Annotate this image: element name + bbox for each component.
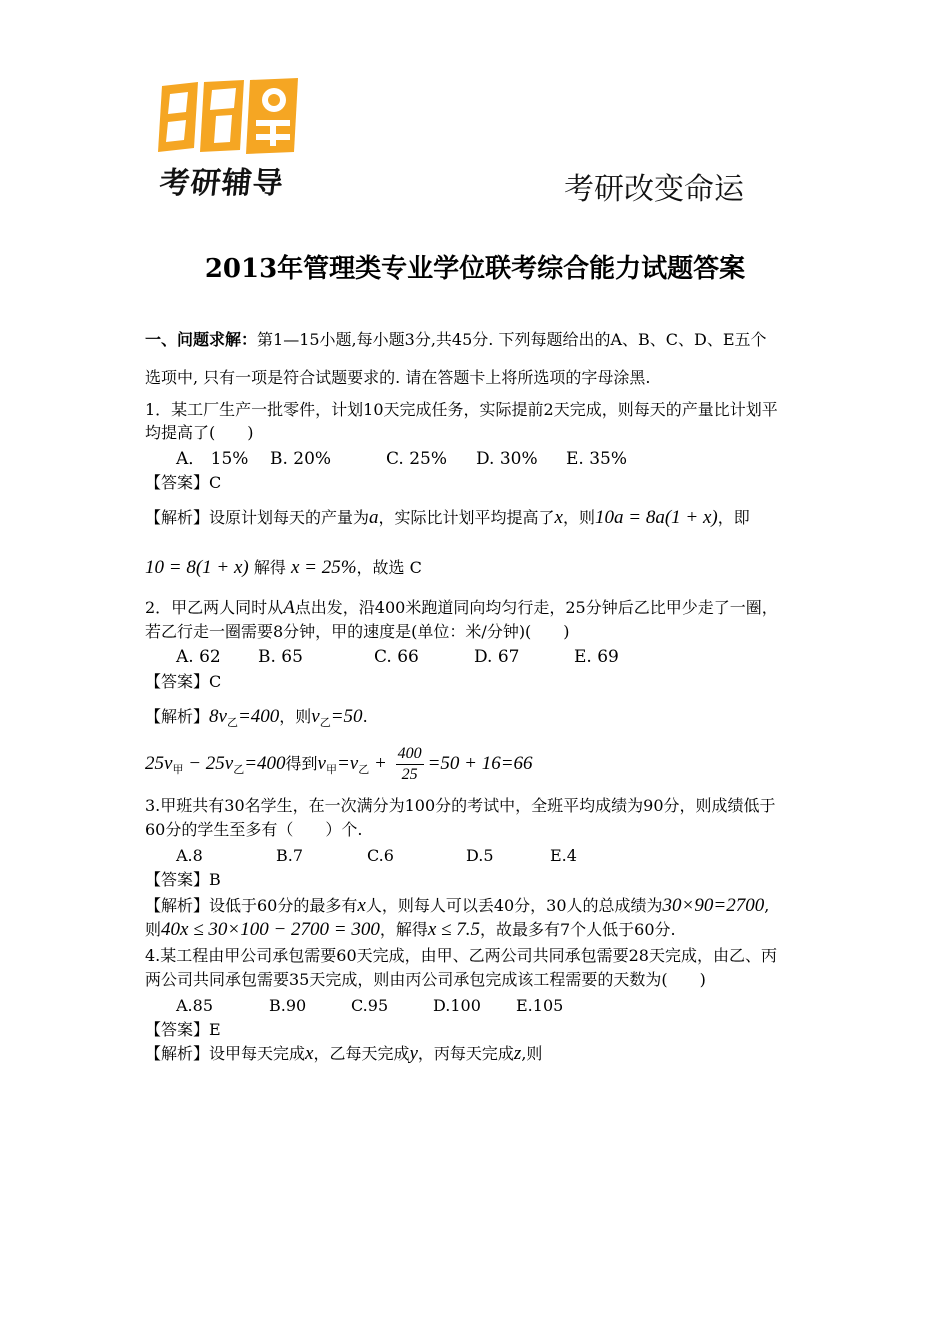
math-equation: =50 (330, 706, 363, 727)
q2-option-c: C. 66 (374, 647, 419, 667)
q3-option-b: B.7 (276, 846, 304, 865)
math-var: x (554, 507, 563, 528)
section-heading: 一、问题求解： (145, 330, 258, 349)
math-subscript: 乙 (233, 763, 245, 776)
q4-option-b: B.90 (269, 996, 307, 1015)
math-equation: =400 (244, 753, 286, 774)
math-equation: 40x ≤ 30×100 − 2700 = 300 (161, 919, 380, 940)
page-title: 2013年管理类专业学位联考综合能力试题答案 (204, 254, 746, 284)
analysis-text: ，实际比计划平均提高了 (378, 508, 555, 527)
math-var: y (409, 1043, 418, 1064)
math-equation: 25v (145, 753, 173, 774)
q4-option-a: A.85 (176, 996, 213, 1015)
q1-line2: 均提高了( ) (145, 423, 254, 442)
math-equation: v (317, 753, 326, 774)
q4-option-c: C.95 (351, 996, 389, 1015)
q2-option-d: D. 67 (474, 647, 520, 667)
analysis-text: ,则 (521, 1044, 543, 1063)
math-var: z (513, 1043, 522, 1064)
math-equation: x ≤ 7.5 (427, 919, 480, 940)
question-text: 2．甲乙两人同时从 (145, 598, 284, 617)
question-text: 点出发，沿400米跑道同向均匀行走，25分钟后乙比甲少走了一圈， (294, 598, 778, 617)
q4-option-d: D.100 (433, 996, 481, 1015)
math-var: x (305, 1043, 314, 1064)
q4-option-e: E.105 (516, 996, 564, 1015)
q3-line1: 3.甲班共有30名学生，在一次满分为100分的考试中，全班平均成绩为90分，则成绩低于 (145, 796, 776, 815)
q4-line2: 两公司共同承包需要35天完成，则由丙公司承包完成该工程需要的天数为( ) (145, 970, 706, 989)
fraction-denominator: 25 (401, 766, 418, 783)
math-var: a (369, 507, 379, 528)
math-subscript: 乙 (358, 763, 370, 776)
analysis-text: 人，则每人可以丢40分，30人的总成绩为 (365, 896, 663, 915)
analysis-text: 【解析】设甲每天完成 (145, 1044, 306, 1063)
q4-answer: 【答案】E (145, 1020, 221, 1039)
fraction-numerator: 400 (396, 744, 424, 765)
analysis-text: 【解析】设低于60分的最多有 (145, 896, 358, 915)
q3-analysis-line2 (145, 920, 676, 940)
section-intro-line1 (145, 330, 767, 350)
math-subscript: 甲 (172, 763, 184, 776)
math-equation: 30×90=2700 (662, 895, 765, 916)
q4-analysis-line1 (145, 1044, 542, 1064)
q1-answer: 【答案】C (145, 473, 222, 492)
math-equation: v (311, 706, 320, 727)
q2-line2: 若乙行走一圈需要8分钟，甲的速度是(单位：米/分钟)( ) (145, 622, 570, 641)
math-equation: 10a = 8a(1 + x) (595, 507, 718, 528)
q1-option-d: D. 30% (476, 449, 538, 469)
kaicheng-logo-icon (152, 78, 304, 162)
math-equation: 10 = 8(1 + x) (145, 557, 249, 578)
analysis-text: ，乙每天完成 (313, 1044, 410, 1063)
q2-answer: 【答案】C (145, 672, 222, 691)
math-equation: =400 (237, 706, 280, 727)
q2-option-e: E. 69 (574, 647, 619, 667)
analysis-text: ，丙每天完成 (417, 1044, 514, 1063)
analysis-text: ，则 (562, 508, 595, 527)
q3-line2: 60分的学生至多有（ ）个. (145, 820, 363, 839)
q4-line1: 4.某工程由甲公司承包需要60天完成，由甲、乙两公司共同承包需要28天完成，由乙、丙 (145, 946, 777, 965)
math-fraction (396, 744, 424, 785)
section-intro-text: 第1—15小题,每小题3分,共45分. 下列每题给出的A、B、C、D、E五个 (257, 330, 767, 349)
math-equation: =v (336, 753, 359, 774)
math-equation: 8v (209, 706, 227, 727)
q1-analysis-line1 (145, 508, 750, 528)
q1-option-b: B. 20% (270, 449, 332, 469)
analysis-text: ，即 (717, 508, 750, 527)
analysis-text: , (764, 896, 770, 915)
q2-analysis-line1 (145, 707, 368, 733)
math-subscript: 甲 (325, 763, 337, 776)
math-equation: + (369, 753, 392, 774)
math-subscript: 乙 (319, 716, 331, 729)
q3-answer: 【答案】B (145, 870, 221, 889)
slogan: 考研改变命运 (564, 172, 744, 207)
math-equation: x = 25% (290, 557, 357, 578)
analysis-text: 则 (145, 920, 162, 939)
analysis-text: 得到 (285, 754, 318, 773)
math-var: A (283, 597, 295, 618)
analysis-text: 解得 (253, 558, 286, 577)
q1-option-e: E. 35% (566, 449, 628, 469)
q1-option-a: A． 15% (176, 449, 249, 469)
math-equation: =50 + 16=66 (427, 753, 533, 774)
analysis-label: 【解析】 (145, 508, 210, 527)
q2-line1 (145, 598, 778, 618)
q2-option-b: B. 65 (258, 647, 303, 667)
q3-option-c: C.6 (367, 846, 394, 865)
q3-option-d: D.5 (466, 846, 494, 865)
q3-option-a: A.8 (176, 846, 203, 865)
q1-option-c: C. 25% (386, 449, 447, 469)
analysis-label: 【解析】 (145, 707, 210, 726)
analysis-text: ，故选 C (356, 558, 422, 577)
q2-analysis-line2 (145, 744, 533, 785)
brand-logo (148, 76, 308, 200)
math-equation: − 25v (183, 753, 234, 774)
logo-caption: 考研辅导 (157, 166, 286, 201)
analysis-text: ，故最多有7个人低于60分. (479, 920, 676, 939)
analysis-text: ，则 (279, 707, 312, 726)
math-var: x (357, 895, 366, 916)
analysis-text: 设原计划每天的产量为 (209, 508, 370, 527)
math-subscript: 乙 (226, 716, 238, 729)
analysis-text: . (362, 707, 368, 726)
q1-line1: 1．某工厂生产一批零件，计划10天完成任务，实际提前2天完成，则每天的产量比计划平 (145, 400, 778, 419)
q3-option-e: E.4 (550, 846, 577, 865)
section-intro-line2: 选项中, 只有一项是符合试题要求的. 请在答题卡上将所选项的字母涂黑. (145, 368, 651, 387)
q3-analysis-line1 (145, 896, 769, 916)
analysis-text: ，解得 (379, 920, 428, 939)
q1-analysis-line2 (145, 558, 422, 578)
q2-option-a: A. 62 (176, 647, 221, 667)
